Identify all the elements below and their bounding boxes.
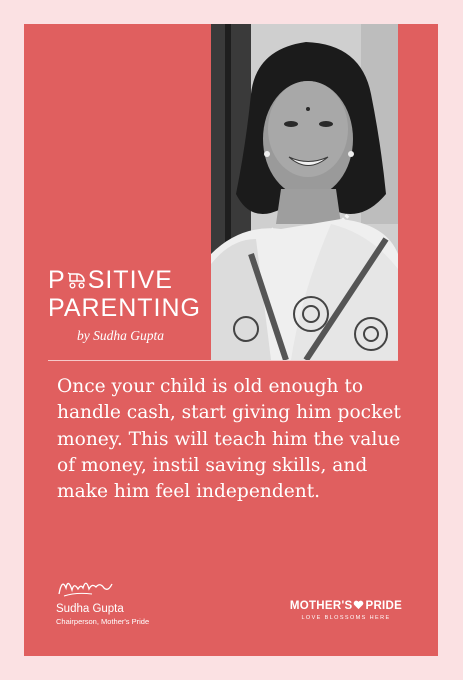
portrait-illustration <box>211 24 398 360</box>
brand-name-start: MOTHER'S <box>289 600 353 612</box>
title-letter-p: P <box>48 266 66 294</box>
series-title <box>48 266 210 344</box>
baby-stroller-icon <box>67 270 87 290</box>
brand-name-end: PRIDE <box>365 600 403 612</box>
title-line-positive <box>48 266 210 294</box>
title-rest: SITIVE <box>87 266 173 294</box>
title-divider-line <box>48 360 398 361</box>
signatory-role: Chairperson, Mother's Pride <box>56 617 150 626</box>
signatory-name: Sudha Gupta <box>56 603 124 615</box>
brand-name <box>282 600 410 612</box>
title-line-parenting: PARENTING <box>48 294 201 322</box>
heart-icon <box>353 600 364 610</box>
brand-tagline: LOVE BLOSSOMS HERE <box>301 615 391 621</box>
portrait-photo <box>211 24 398 360</box>
signature-block <box>56 574 196 626</box>
quote-text: Once your child is old enough to handle cash, start giving him pocket money. This will teach him the value of money, instil saving skills, and make him feel independent. <box>57 376 401 503</box>
brand-logo <box>282 600 410 621</box>
handwritten-signature <box>56 574 116 600</box>
byline: by Sudha Gupta <box>77 328 164 343</box>
